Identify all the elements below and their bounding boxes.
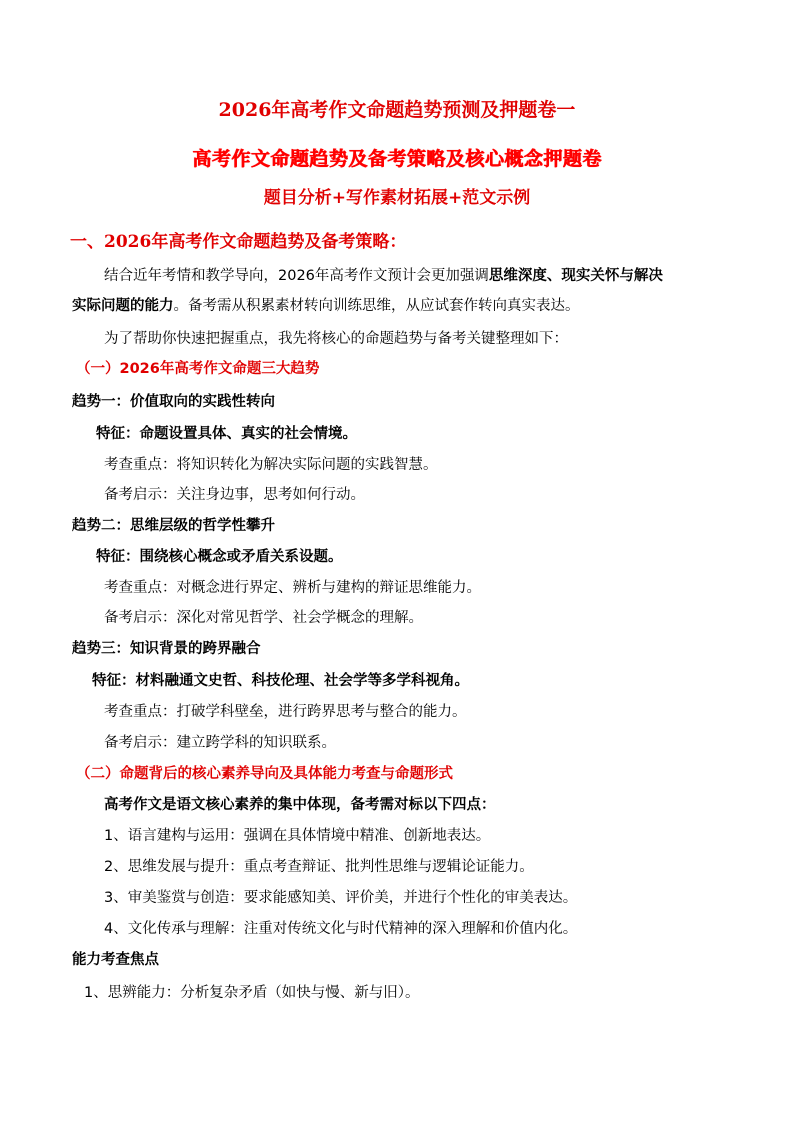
trend-title: 趋势三：知识背景的跨界融合 <box>72 641 261 657</box>
trend-feature: 特征：围绕核心概念或矛盾关系设题。 <box>96 549 343 565</box>
subsection-heading: （二）命题背后的核心素养导向及具体能力考查与命题形式 <box>76 766 453 782</box>
list-item: 2、思维发展与提升：重点考查辩证、批判性思维与逻辑论证能力。 <box>104 859 534 875</box>
trend-tip: 备考启示：关注身边事，思考如何行动。 <box>104 487 365 503</box>
intro-text: 。备考需从积累素材转向训练思维，从应试套作转向真实表达。 <box>173 298 580 314</box>
trend-title: 趋势二：思维层级的哲学性攀升 <box>72 518 275 534</box>
trend-focus: 考查重点：将知识转化为解决实际问题的实践智慧。 <box>104 457 438 473</box>
subsection-heading: （一）2026年高考作文命题三大趋势 <box>76 361 320 377</box>
ability-heading: 能力考查焦点 <box>72 952 159 968</box>
trend-tip: 备考启示：深化对常见哲学、社会学概念的理解。 <box>104 610 423 626</box>
list-item: 4、文化传承与理解：注重对传统文化与时代精神的深入理解和价值内化。 <box>104 921 578 937</box>
intro-text: 结合近年考情和教学导向，2026年高考作文预计会更加强调 <box>104 268 489 284</box>
intro-emphasis: 实际问题的能力 <box>72 298 174 314</box>
trend-tip: 备考启示：建立跨学科的知识联系。 <box>104 735 336 751</box>
list-item: 3、审美鉴赏与创造：要求能感知美、评价美，并进行个性化的审美表达。 <box>104 890 578 906</box>
intro-paragraph-line-2 <box>72 295 580 317</box>
list-item: 1、思辨能力：分析复杂矛盾（如快与慢、新与旧）。 <box>84 985 420 1001</box>
trend-focus: 考查重点：打破学科壁垒，进行跨界思考与整合的能力。 <box>104 704 467 720</box>
literacy-lead: 高考作文是语文核心素养的集中体现，备考需对标以下四点： <box>104 797 496 813</box>
trend-feature: 特征：材料融通文史哲、科技伦理、社会学等多学科视角。 <box>92 673 469 689</box>
document-title: 2026年高考作文命题趋势预测及押题卷一 <box>218 99 576 121</box>
intro-paragraph-line-1 <box>104 265 663 287</box>
document-tagline: 题目分析+写作素材拓展+范文示例 <box>263 188 531 208</box>
trend-focus: 考查重点：对概念进行界定、辨析与建构的辩证思维能力。 <box>104 580 481 596</box>
intro-emphasis: 思维深度、现实关怀与解决 <box>488 268 663 284</box>
list-item: 1、语言建构与运用：强调在具体情境中精准、创新地表达。 <box>104 828 491 844</box>
trend-title: 趋势一：价值取向的实践性转向 <box>72 394 275 410</box>
section-heading: 一、2026年高考作文命题趋势及备考策略： <box>70 232 407 252</box>
trend-feature: 特征：命题设置具体、真实的社会情境。 <box>96 426 357 442</box>
intro-paragraph-line-3: 为了帮助你快速把握重点，我先将核心的命题趋势与备考关键整理如下： <box>104 331 568 347</box>
document-subtitle: 高考作文命题趋势及备考策略及核心概念押题卷 <box>192 148 602 170</box>
